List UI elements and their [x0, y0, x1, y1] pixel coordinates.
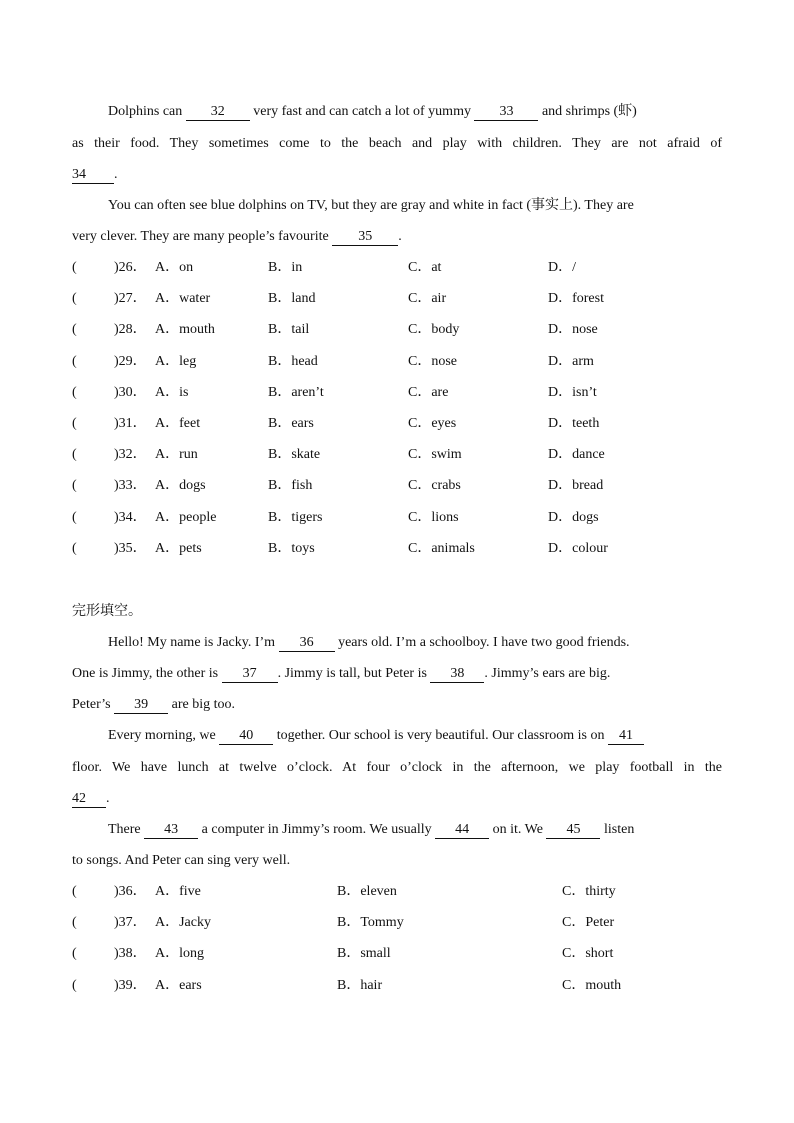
text: listen [603, 822, 635, 837]
question-row [72, 882, 722, 902]
option-b[interactable]: B．hair [337, 977, 383, 993]
option-b[interactable]: B．tail [268, 322, 310, 338]
passage2-line6 [72, 789, 722, 809]
answer-paren-open[interactable]: ( [72, 353, 77, 369]
passage2-line4 [108, 726, 722, 746]
passage2-line3 [72, 695, 722, 715]
blank-36: 36 [279, 635, 335, 652]
answer-paren-open[interactable]: ( [72, 915, 77, 931]
text: very clever. They are many people’s favourite [72, 229, 333, 244]
answer-paren-open[interactable]: ( [72, 540, 77, 556]
passage2-line8: to songs. And Peter can sing very well. [72, 853, 291, 868]
question-row [72, 414, 722, 434]
answer-paren-open[interactable]: ( [72, 260, 77, 275]
option-b[interactable]: B．aren’t [268, 384, 324, 400]
text: Dolphins can [108, 104, 186, 119]
passage2-line2 [72, 664, 722, 684]
answer-paren-open[interactable]: ( [72, 946, 77, 962]
option-c[interactable]: C．nose [408, 353, 457, 369]
answer-paren-open[interactable]: ( [72, 447, 77, 463]
option-b[interactable]: B．toys [268, 540, 315, 556]
answer-paren-open[interactable]: ( [72, 884, 77, 899]
option-a[interactable]: A．water [155, 291, 211, 307]
option-c[interactable]: C．eyes [408, 416, 457, 431]
option-a[interactable]: A．ears [155, 977, 202, 993]
text: . [106, 791, 110, 806]
option-d[interactable]: D．isn’t [548, 384, 597, 400]
text: . Jimmy’s ears are big. [484, 666, 611, 681]
option-b[interactable]: B．Tommy [337, 915, 404, 931]
blank-39: 39 [114, 697, 168, 714]
blank-32: 32 [186, 104, 250, 121]
blank-34: 34 [72, 167, 114, 184]
text: on it. We [492, 822, 547, 837]
option-c[interactable]: C．mouth [562, 977, 622, 993]
option-a[interactable]: A．people [155, 509, 217, 525]
passage2-line5: floor. We have lunch at twelve o’clock. At four o’clock in the afternoon, we play football in the [72, 760, 722, 775]
option-c[interactable]: C．Peter [562, 915, 615, 931]
option-b[interactable]: B．head [268, 353, 318, 369]
passage2-line1 [108, 633, 722, 653]
text: . Jimmy is tall, but Peter is [277, 666, 431, 681]
text: are big too. [171, 697, 235, 712]
answer-paren-open[interactable]: ( [72, 291, 77, 307]
option-c[interactable]: C．short [562, 946, 614, 962]
option-b[interactable]: B．eleven [337, 884, 397, 899]
blank-35: 35 [332, 229, 398, 246]
passage1-line3 [72, 165, 722, 185]
option-c[interactable]: C．lions [408, 509, 459, 525]
option-c[interactable]: C．thirty [562, 884, 616, 899]
question-number: )39． [114, 977, 147, 993]
answer-paren-open[interactable]: ( [72, 384, 77, 400]
option-d[interactable]: D．forest [548, 291, 604, 307]
passage1-line5 [72, 227, 722, 247]
passage1-line1 [108, 102, 722, 122]
option-a[interactable]: A．dogs [155, 478, 206, 494]
text: a computer in Jimmy’s room. We usually [201, 822, 436, 837]
question-row [72, 320, 722, 340]
answer-paren-open[interactable]: ( [72, 977, 77, 993]
option-b[interactable]: B．in [268, 260, 303, 275]
question-number: )38． [114, 946, 147, 962]
text: together. Our school is very beautiful. Our classroom is on [276, 728, 608, 743]
option-d[interactable]: D．dance [548, 447, 605, 463]
text: very fast and can catch a lot of yummy [253, 104, 475, 119]
text: and shrimps (虾) [541, 104, 637, 119]
answer-paren-open[interactable]: ( [72, 478, 77, 494]
question-row [72, 508, 722, 528]
text: years old. I’m a schoolboy. I have two good friends. [338, 635, 630, 650]
option-a[interactable]: A．mouth [155, 322, 215, 338]
question-number: )31． [114, 416, 147, 431]
text: One is Jimmy, the other is [72, 666, 222, 681]
option-c[interactable]: C．swim [408, 447, 462, 463]
blank-45: 45 [546, 822, 600, 839]
option-c[interactable]: C．body [408, 322, 460, 338]
question-number: )30． [114, 384, 147, 400]
option-a[interactable]: A．long [155, 946, 204, 962]
option-b[interactable]: B．land [268, 291, 316, 307]
question-number: )34． [114, 509, 147, 525]
question-row [72, 976, 722, 996]
question-number: )28． [114, 322, 147, 338]
passage1-line4: You can often see blue dolphins on TV, but they are gray and white in fact (事实上). They are [108, 198, 634, 213]
passage2-line7 [108, 820, 722, 840]
option-a[interactable]: A．pets [155, 540, 202, 556]
option-d[interactable]: D．colour [548, 540, 608, 556]
option-b[interactable]: B．fish [268, 478, 313, 494]
question-row [72, 352, 722, 372]
text: Peter’s [72, 697, 115, 712]
question-row [72, 383, 722, 403]
option-d[interactable]: D．teeth [548, 416, 600, 431]
text: . [398, 229, 402, 244]
option-b[interactable]: B．small [337, 946, 391, 962]
option-b[interactable]: B．tigers [268, 509, 323, 525]
question-row [72, 476, 722, 496]
option-a[interactable]: A．leg [155, 353, 197, 369]
blank-38: 38 [430, 666, 484, 683]
option-a[interactable]: A．Jacky [155, 915, 211, 931]
option-b[interactable]: B．ears [268, 416, 314, 431]
option-c[interactable]: C．air [408, 291, 447, 307]
option-a[interactable]: A．run [155, 447, 198, 463]
option-d[interactable]: D．nose [548, 322, 598, 338]
question-number: )26． [114, 260, 147, 275]
question-number: )32． [114, 447, 147, 463]
option-d[interactable]: D．dogs [548, 509, 599, 525]
option-d[interactable]: D．/ [548, 260, 576, 275]
option-c[interactable]: C．at [408, 260, 442, 275]
question-row [72, 445, 722, 465]
blank-37: 37 [222, 666, 278, 683]
text: Hello! My name is Jacky. I’m [108, 635, 279, 650]
option-c[interactable]: C．are [408, 384, 449, 400]
passage1-line2: as their food. They sometimes come to the beach and play with children. They are not afraid of [72, 136, 722, 151]
option-b[interactable]: B．skate [268, 447, 321, 463]
question-row [72, 913, 722, 933]
section-heading: 完形填空。 [72, 603, 142, 619]
option-a[interactable]: A．five [155, 884, 201, 899]
blank-42: 42 [72, 791, 106, 808]
text: There [108, 822, 145, 837]
question-number: )36． [114, 884, 147, 899]
question-number: )33． [114, 478, 147, 494]
blank-33: 33 [474, 104, 538, 121]
question-row [72, 944, 722, 964]
option-a[interactable]: A．feet [155, 416, 201, 431]
blank-44: 44 [435, 822, 489, 839]
option-a[interactable]: A．on [155, 260, 194, 275]
option-c[interactable]: C．animals [408, 540, 475, 556]
answer-paren-open[interactable]: ( [72, 509, 77, 525]
option-d[interactable]: D．bread [548, 478, 604, 494]
question-number: )37． [114, 915, 147, 931]
question-number: )29． [114, 353, 147, 369]
answer-paren-open[interactable]: ( [72, 416, 77, 431]
option-c[interactable]: C．crabs [408, 478, 461, 494]
question-number: )35． [114, 540, 147, 556]
text: . [114, 167, 118, 182]
question-row [72, 289, 722, 309]
answer-paren-open[interactable]: ( [72, 322, 77, 338]
question-row [72, 539, 722, 559]
blank-41: 41 [608, 728, 644, 745]
text: Every morning, we [108, 728, 220, 743]
option-d[interactable]: D．arm [548, 353, 594, 369]
question-number: )27． [114, 291, 147, 307]
option-a[interactable]: A．is [155, 384, 189, 400]
blank-40: 40 [219, 728, 273, 745]
question-row [72, 258, 722, 278]
blank-43: 43 [144, 822, 198, 839]
